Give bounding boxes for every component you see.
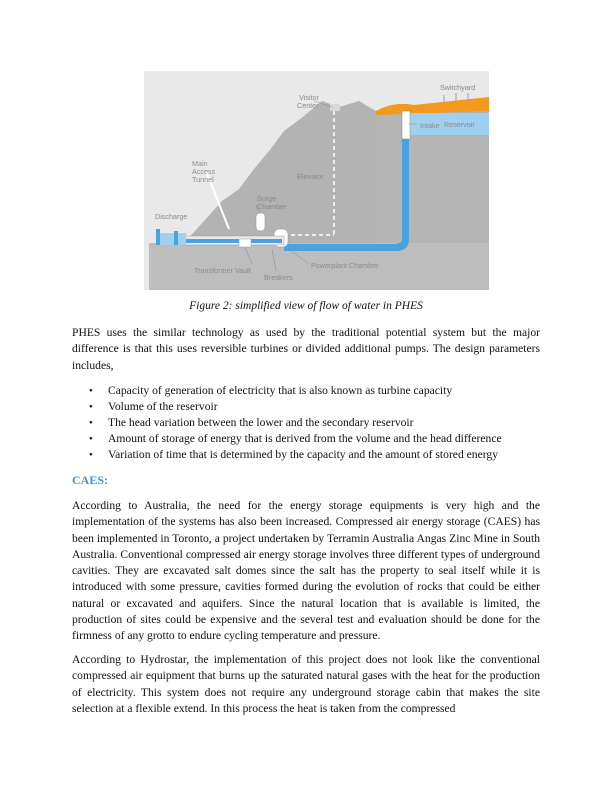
label-reservoir: Reservoir (444, 120, 475, 129)
label-discharge: Discharge (155, 212, 188, 221)
figure-caption: Figure 2: simplified view of flow of water in PHES (189, 300, 423, 312)
list-item-text: Amount of storage of energy that is derived from the volume and the head difference (108, 432, 502, 445)
label-breakers: Breakers (264, 273, 293, 282)
bullet-icon: • (89, 433, 93, 445)
label-intake: Intake (420, 121, 440, 130)
list-item-text: The head variation between the lower and the secondary reservoir (108, 416, 414, 429)
vertical-shaft (402, 139, 409, 239)
caes-paragraph-1: According to Australia, the need for the energy storage equipments is very high and the implementation of the systems has also been increased. Compressed air energy storage (CAES) has been implemented in Toronto, a project undertaken by Terramin Australia Angas Zinc Mine in South Australia. Conventional compressed air energy storage involves three different types of underground cavities. They are excavated salt domes since the salt has the property to seal itself while it is introduced with some pressure, cavities formed during the evolution of rocks that could be either natural or excavated and aquifers. Since the natural location that is available is limited, the production of sites could be expensive and the several test and evaluation should be done for the firmness of any grotto to endure cycling temperature and pressure. (72, 499, 540, 643)
intake-structure (402, 111, 410, 139)
label-main-access-3: Tunnel (192, 175, 214, 184)
phes-diagram (144, 71, 489, 290)
label-elevator: Elevator (297, 172, 324, 181)
label-transformer-vault: Transformer Vault (194, 266, 251, 275)
label-powerplant-chamber: Powerplant Chamber (311, 261, 379, 270)
discharge-wall-2 (174, 231, 178, 245)
design-parameters-list (72, 383, 540, 463)
label-main-access-2: Access (192, 167, 216, 176)
label-main-access-1: Main (192, 159, 208, 168)
label-surge-2: Chamber (257, 202, 287, 211)
list-item (72, 399, 540, 415)
list-item-text: Volume of the reservoir (108, 400, 218, 413)
label-switchyard: Switchyard (440, 83, 476, 92)
list-item (72, 431, 540, 447)
label-surge-1: Surge (257, 194, 277, 203)
discharge-outlet (156, 233, 186, 245)
bullet-icon: • (89, 449, 93, 461)
label-visitor-center-1: Visitor (299, 93, 319, 102)
tailrace-water (186, 239, 282, 243)
caes-paragraph-2: According to Hydrostar, the implementation of this project does not look like the conventional compressed air equipment that burns up the saturated natural gases with the heat for the production of electricity. This system does not require any underground storage cabin that makes the site selection at a flexible extend. In this process the heat is taken from the compressed (72, 653, 540, 715)
list-item-text: Capacity of generation of electricity that is also known as turbine capacity (108, 384, 453, 397)
phes-diagram-figure (144, 71, 489, 290)
visitor-center-building (330, 104, 340, 111)
intro-paragraph: PHES uses the similar technology as used by the traditional potential system but the major difference is that this uses reversible turbines or divided additional pumps. The design parameters includes, (72, 326, 540, 372)
label-visitor-center-2: Center (297, 101, 319, 110)
bullet-icon: • (89, 401, 93, 413)
surge-chamber (256, 213, 265, 231)
list-item (72, 383, 540, 399)
transformer-vault (239, 239, 251, 247)
list-item (72, 447, 540, 463)
bullet-icon: • (89, 385, 93, 397)
caes-heading: CAES: (72, 473, 109, 487)
bullet-icon: • (89, 417, 93, 429)
list-item (72, 415, 540, 431)
list-item-text: Variation of time that is determined by the capacity and the amount of stored energy (108, 448, 498, 461)
discharge-wall-1 (156, 229, 160, 245)
